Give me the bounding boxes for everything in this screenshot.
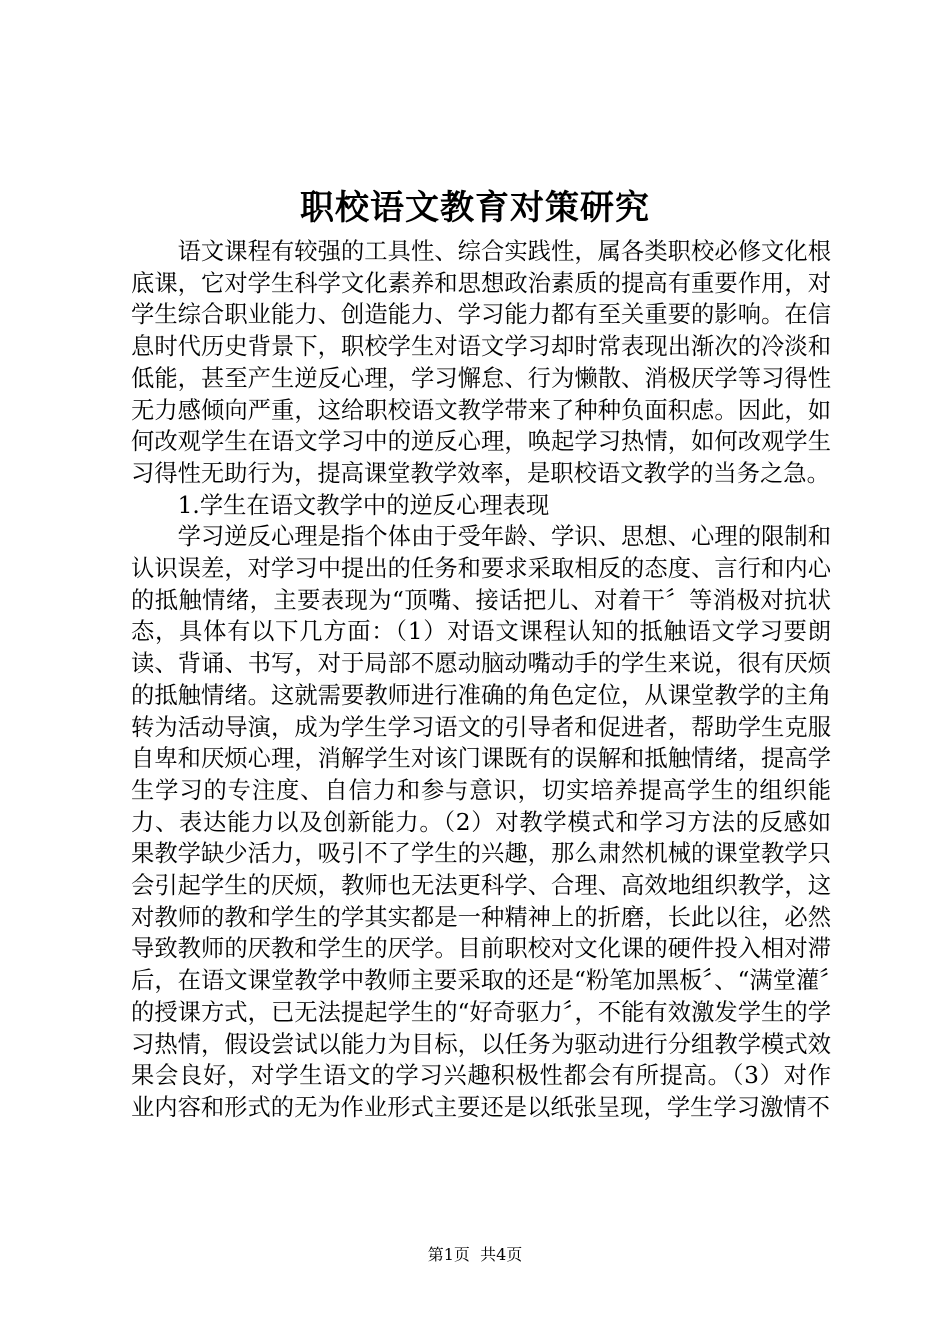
page-number-total: 共4页 <box>480 1245 523 1264</box>
document-title: 职校语文教育对策研究 <box>300 188 650 228</box>
section-heading: 1.学生在语文教学中的逆反心理表现 <box>177 491 550 519</box>
document-body <box>131 236 831 1124</box>
intro-paragraph: 语文课程有较强的工具性、综合实践性，属各类职校必修文化根底课，它对学生科学文化素养和思想政治素质的提高有重要作用，对学生综合职业能力、创造能力、学习能力都有至关重要的影响。在信息时代历史背景下，职校学生对语文学习却时常表现出渐次的冷淡和低能，甚至产生逆反心理，学习懈怠、行为懒散、消极厌学等习得性无力感倾向严重，这给职校语文教学带来了种种负面积虑。因此，如何改观学生在语文学习中的逆反心理，唤起学习热情，如何改观学生习得性无助行为，提高课堂教学效率，是职校语文教学的当务之急。 <box>131 238 831 487</box>
page-number-current: 第1页 <box>427 1245 470 1264</box>
page-footer <box>0 1244 950 1266</box>
section-paragraph: 学习逆反心理是指个体由于受年龄、学识、思想、心理的限制和认识误差，对学习中提出的任务和要求采取相反的态度、言行和内心的抵触情绪，主要表现为“顶嘴、接话把儿、对着干〞等消极对抗状态，具体有以下几方面：（1）对语文课程认知的抵触语文学习要朗读、背诵、书写，对于局部不愿动脑动嘴动手的学生来说，很有厌烦的抵触情绪。这就需要教师进行准确的角色定位，从课堂教学的主角转为活动导演，成为学生学习语文的引导者和促进者，帮助学生克服自卑和厌烦心理，消解学生对该门课既有的误解和抵触情绪，提高学生学习的专注度、自信力和参与意识，切实培养提高学生的组织能力、表达能力以及创新能力。（2）对教学模式和学习方法的反感如果教学缺少活力，吸引不了学生的兴趣，那么肃然机械的课堂教学只会引起学生的厌烦，教师也无法更科学、合理、高效地组织教学，这对教师的教和学生的学其实都是一种精神上的折磨，长此以往，必然导致教师的厌教和学生的厌学。目前职校对文化课的硬件投入相对滞后，在语文课堂教学中教师主要采取的还是“粉笔加黑板〞、“满堂灌〞的授课方式，已无法提起学生的“好奇驱力〞，不能有效激发学生的学习热情，假设尝试以能力为目标，以任务为驱动进行分组教学模式效果会良好，对学生语文的学习兴趣积极性都会有所提高。（3）对作业内容和形式的无为作业形式主要还是以纸张呈现，学生学习激情不 <box>131 523 831 1121</box>
